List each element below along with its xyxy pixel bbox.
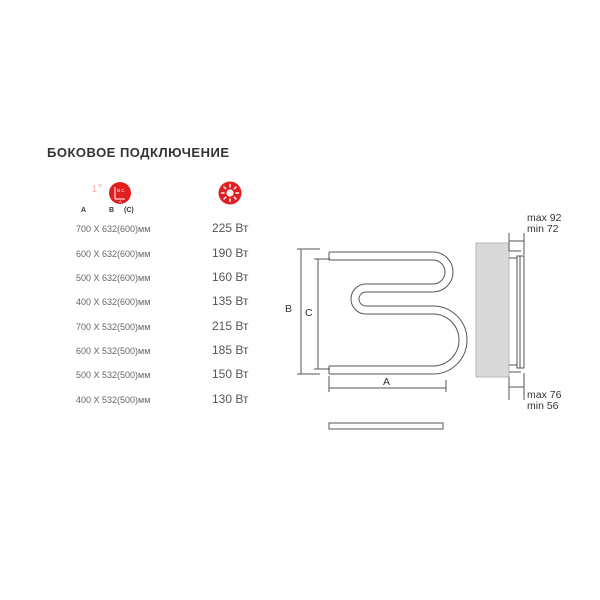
page-title: БОКОВОЕ ПОДКЛЮЧЕНИЕ (47, 145, 230, 160)
bottom-clearance-max: max 76 (527, 389, 562, 401)
spec-power: 185 Вт (212, 343, 249, 357)
svg-text:B C: B C (117, 188, 125, 193)
spec-power: 190 Вт (212, 246, 249, 260)
tube-outer (329, 252, 467, 374)
column-header-c: (C) (124, 207, 134, 214)
spec-power: 150 Вт (212, 367, 249, 381)
wall (476, 243, 509, 377)
spec-size: 400 X 632(600)мм (76, 297, 151, 307)
spec-size: 600 X 632(600)мм (76, 249, 151, 259)
dimension-b-label: B (285, 303, 293, 315)
spec-power: 215 Вт (212, 319, 249, 333)
svg-text:1: 1 (92, 184, 98, 194)
spec-size: 700 X 632(600)мм (76, 224, 151, 234)
dimension-a-label: A (383, 376, 391, 388)
tube-inner (329, 260, 459, 366)
spec-power: 135 Вт (212, 294, 249, 308)
spec-size: 500 X 632(600)мм (76, 273, 151, 283)
spec-size: 700 X 532(500)мм (76, 322, 151, 332)
column-header-a: A (81, 207, 87, 214)
spec-power: 130 Вт (212, 392, 249, 406)
spec-power: 160 Вт (212, 270, 249, 284)
svg-text:A: A (119, 199, 122, 204)
spec-size: 600 X 532(500)мм (76, 346, 151, 356)
spec-power: 225 Вт (212, 221, 249, 235)
spec-size: 400 X 532(500)мм (76, 395, 151, 405)
spec-size: 500 X 532(500)мм (76, 370, 151, 380)
tube-top-view (329, 423, 443, 429)
svg-text:st: st (98, 183, 102, 189)
column-header-b: B (109, 207, 115, 214)
bottom-clearance-min: min 56 (527, 400, 559, 412)
dimension-c-label: C (305, 307, 313, 319)
top-clearance-max: max 92 (527, 212, 562, 224)
top-clearance-min: min 72 (527, 223, 559, 235)
